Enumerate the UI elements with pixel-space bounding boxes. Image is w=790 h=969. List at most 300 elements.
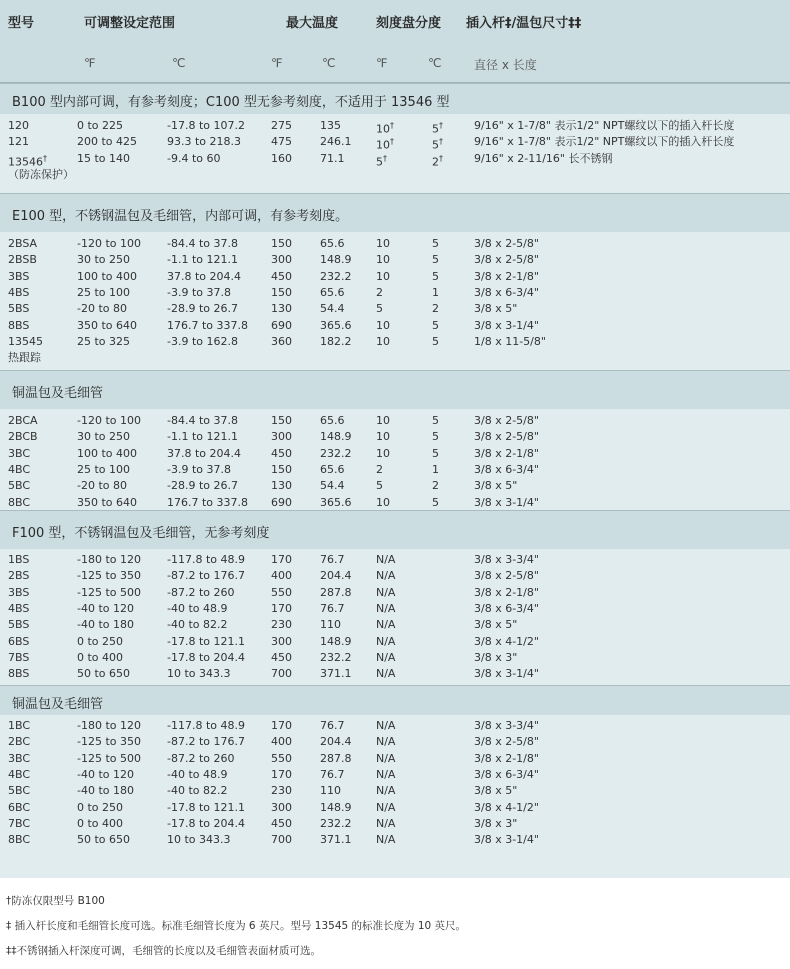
cell-range-c: -40 to 82.2 (167, 618, 228, 632)
cell-range-c: -3.9 to 37.8 (167, 462, 231, 476)
cell-dial-f: N/A (376, 751, 396, 765)
cell-range-c: -28.9 to 26.7 (167, 479, 238, 493)
cell-size: 3/8 x 6-3/4" (474, 601, 539, 615)
cell-size: 3/8 x 2-1/8" (474, 585, 539, 599)
cell-max-f: 360 (271, 334, 292, 348)
cell-range-f: -40 to 180 (77, 784, 134, 798)
cell-max-c: 365.6 (320, 318, 352, 332)
table-row (0, 285, 790, 301)
table-row (0, 478, 790, 494)
cell-max-f: 160 (271, 151, 292, 165)
cell-max-c: 54.4 (320, 302, 345, 316)
cell-range-c: -40 to 48.9 (167, 601, 228, 615)
header-max-c: ℃ (322, 56, 336, 70)
cell-range-c: 176.7 to 337.8 (167, 495, 249, 509)
table-row (0, 350, 790, 366)
cell-range-f: 0 to 400 (77, 650, 124, 664)
cell-max-c: 54.4 (320, 479, 345, 493)
cell-size: 9/16" x 1-7/8" 表示1/2" NPT螺纹以下的插入杆长度 (474, 119, 735, 132)
cell-max-f: 690 (271, 495, 292, 509)
cell-model: 2BSB (8, 253, 37, 267)
cell-range-f: 100 to 400 (77, 269, 138, 283)
cell-max-f: 230 (271, 618, 292, 632)
section-body (0, 409, 790, 511)
cell-max-c: 246.1 (320, 135, 352, 149)
cell-max-f: 550 (271, 751, 292, 765)
cell-dial-f: N/A (376, 667, 396, 681)
cell-range-c: -84.4 to 37.8 (167, 414, 238, 427)
cell-model: 8BS (8, 318, 30, 332)
cell-max-c: 182.2 (320, 334, 352, 348)
table-row (0, 429, 790, 445)
table-row (0, 734, 790, 750)
cell-range-f: -125 to 350 (77, 735, 141, 749)
cell-size: 3/8 x 5" (474, 302, 518, 316)
cell-max-f: 130 (271, 302, 292, 316)
cell-size: 3/8 x 3-3/4" (474, 553, 539, 566)
cell-size: 3/8 x 6-3/4" (474, 767, 539, 781)
cell-dial-f: N/A (376, 719, 396, 732)
cell-size: 3/8 x 2-5/8" (474, 237, 539, 250)
cell-max-c: 204.4 (320, 735, 352, 749)
cell-max-f: 400 (271, 569, 292, 583)
table-row (0, 167, 790, 183)
table-row (0, 334, 790, 350)
cell-size: 3/8 x 3" (474, 816, 518, 830)
cell-range-f: 100 to 400 (77, 446, 138, 460)
cell-range-f: -120 to 100 (77, 414, 141, 427)
cell-model: 4BC (8, 767, 31, 781)
cell-size: 9/16" x 1-7/8" 表示1/2" NPT螺纹以下的插入杆长度 (474, 135, 735, 149)
cell-max-c: 65.6 (320, 237, 345, 250)
cell-size: 1/8 x 11-5/8" (474, 334, 546, 348)
cell-range-c: -1.1 to 121.1 (167, 430, 238, 444)
table-row (0, 816, 790, 832)
cell-range-f: -20 to 80 (77, 479, 127, 493)
cell-max-c: 76.7 (320, 767, 345, 781)
section-body (0, 715, 790, 878)
cell-max-f: 150 (271, 462, 292, 476)
cell-range-c: -87.2 to 176.7 (167, 569, 245, 583)
table-row (0, 462, 790, 478)
section-body (0, 232, 790, 371)
cell-size: 3/8 x 2-1/8" (474, 751, 539, 765)
cell-size: 3/8 x 4-1/2" (474, 634, 539, 648)
cell-model: 5BS (8, 302, 30, 316)
cell-range-f: -180 to 120 (77, 719, 141, 732)
table-row (0, 118, 790, 134)
table-row (0, 617, 790, 633)
cell-range-c: -9.4 to 60 (167, 151, 221, 165)
table-row (0, 585, 790, 601)
cell-max-c: 135 (320, 119, 341, 132)
section-title: 铜温包及毛细管 (12, 386, 104, 401)
cell-range-c: 37.8 to 204.4 (167, 269, 242, 283)
header-max-temp: 最大温度 (286, 16, 339, 31)
cell-dial-f: 5 (376, 479, 383, 493)
cell-range-f: 30 to 250 (77, 430, 131, 444)
cell-dial-c: 5 (432, 237, 439, 250)
cell-range-c: -17.8 to 121.1 (167, 634, 245, 648)
cell-size: 3/8 x 6-3/4" (474, 285, 539, 299)
cell-dial-c: 5† (432, 137, 443, 152)
header-diameter-length: 直径 x 长度 (474, 58, 537, 72)
section-body (0, 549, 790, 686)
cell-dial-f: N/A (376, 816, 396, 830)
cell-model: 1BS (8, 553, 30, 566)
cell-range-c: -17.8 to 204.4 (167, 816, 245, 830)
cell-max-c: 287.8 (320, 751, 352, 765)
cell-model: 热跟踪 (8, 351, 41, 365)
cell-range-c: -117.8 to 48.9 (167, 719, 245, 732)
header-dial-f: ℉ (376, 56, 388, 70)
cell-model: 3BC (8, 751, 31, 765)
cell-model: 8BC (8, 495, 31, 509)
cell-range-f: 25 to 100 (77, 462, 131, 476)
cell-max-c: 148.9 (320, 430, 352, 444)
cell-range-c: -3.9 to 37.8 (167, 285, 231, 299)
cell-max-c: 232.2 (320, 650, 352, 664)
cell-range-f: -40 to 120 (77, 767, 134, 781)
cell-range-c: -84.4 to 37.8 (167, 237, 238, 250)
table-row (0, 552, 790, 568)
cell-size: 3/8 x 3-3/4" (474, 719, 539, 732)
cell-model: 4BS (8, 601, 30, 615)
cell-range-f: -180 to 120 (77, 553, 141, 566)
cell-dial-f: 5 (376, 302, 383, 316)
cell-max-f: 550 (271, 585, 292, 599)
cell-max-c: 148.9 (320, 634, 352, 648)
cell-dial-f: N/A (376, 800, 396, 814)
cell-max-c: 232.2 (320, 446, 352, 460)
cell-dial-f: 10† (376, 121, 394, 136)
cell-max-c: 365.6 (320, 495, 352, 509)
section-body (0, 114, 790, 194)
cell-size: 3/8 x 2-1/8" (474, 269, 539, 283)
cell-range-f: -125 to 500 (77, 585, 141, 599)
cell-max-f: 170 (271, 767, 292, 781)
cell-dial-f: 10 (376, 334, 390, 348)
cell-range-f: -40 to 180 (77, 618, 134, 632)
cell-max-f: 450 (271, 269, 292, 283)
cell-dial-c: 5 (432, 495, 439, 509)
table-row (0, 767, 790, 783)
cell-range-c: -40 to 82.2 (167, 784, 228, 798)
cell-range-c: -87.2 to 260 (167, 751, 235, 765)
cell-max-c: 232.2 (320, 816, 352, 830)
cell-max-c: 371.1 (320, 667, 352, 681)
cell-range-f: -125 to 500 (77, 751, 141, 765)
cell-range-c: -117.8 to 48.9 (167, 553, 245, 566)
table-row (0, 269, 790, 285)
cell-range-c: -3.9 to 162.8 (167, 334, 238, 348)
cell-range-f: 200 to 425 (77, 135, 138, 149)
cell-size: 3/8 x 2-5/8" (474, 735, 539, 749)
cell-range-c: -28.9 to 26.7 (167, 302, 238, 316)
cell-max-f: 400 (271, 735, 292, 749)
cell-dial-f: 10 (376, 495, 390, 509)
cell-range-c: 37.8 to 204.4 (167, 446, 242, 460)
cell-max-f: 275 (271, 119, 292, 132)
section-title-bar (0, 83, 790, 115)
cell-range-f: 0 to 250 (77, 800, 124, 814)
cell-dial-c: 5 (432, 334, 439, 348)
cell-size: 3/8 x 3" (474, 650, 518, 664)
cell-max-c: 371.1 (320, 833, 352, 847)
cell-range-f: 50 to 650 (77, 833, 131, 847)
cell-range-f: 50 to 650 (77, 667, 131, 681)
cell-range-c: -17.8 to 107.2 (167, 119, 245, 132)
cell-max-c: 232.2 (320, 269, 352, 283)
section-title: E100 型，不锈钢温包及毛细管，内部可调，有参考刻度。 (12, 209, 349, 224)
table-row (0, 650, 790, 666)
cell-model: 13546† (8, 153, 47, 169)
table-row (0, 495, 790, 511)
cell-model: 2BC (8, 735, 31, 749)
cell-range-f: 30 to 250 (77, 253, 131, 267)
cell-size: 3/8 x 2-5/8" (474, 253, 539, 267)
cell-max-c: 110 (320, 784, 341, 798)
cell-range-c: 176.7 to 337.8 (167, 318, 249, 332)
cell-dial-f: 10 (376, 446, 390, 460)
cell-size: 3/8 x 5" (474, 784, 518, 798)
cell-dial-c: 1 (432, 462, 439, 476)
cell-range-f: 0 to 400 (77, 816, 124, 830)
cell-max-c: 76.7 (320, 719, 345, 732)
cell-dial-f: 10 (376, 318, 390, 332)
cell-model: 5BC (8, 479, 31, 493)
cell-dial-c: 1 (432, 285, 439, 299)
cell-range-f: 25 to 100 (77, 285, 131, 299)
cell-range-c: -40 to 48.9 (167, 767, 228, 781)
cell-dial-f: 10 (376, 253, 390, 267)
cell-dial-f: 10 (376, 237, 390, 250)
cell-range-f: -20 to 80 (77, 302, 127, 316)
cell-model: 2BCA (8, 414, 38, 427)
cell-range-f: -120 to 100 (77, 237, 141, 250)
cell-dial-c: 2 (432, 302, 439, 316)
cell-range-c: -17.8 to 121.1 (167, 800, 245, 814)
table-row (0, 832, 790, 848)
cell-range-c: -1.1 to 121.1 (167, 253, 238, 267)
cell-max-c: 287.8 (320, 585, 352, 599)
cell-dial-f: 10 (376, 269, 390, 283)
cell-dial-f: 10 (376, 414, 390, 427)
cell-size: 3/8 x 3-1/4" (474, 318, 539, 332)
cell-dial-f: N/A (376, 735, 396, 749)
cell-max-c: 148.9 (320, 253, 352, 267)
cell-dial-c: 5 (432, 446, 439, 460)
table-row (0, 568, 790, 584)
section-title: 铜温包及毛细管 (12, 697, 104, 712)
cell-max-f: 450 (271, 816, 292, 830)
table-row (0, 301, 790, 317)
header-adjust-c: ℃ (172, 56, 186, 70)
cell-dial-f: N/A (376, 650, 396, 664)
cell-range-f: -40 to 120 (77, 601, 134, 615)
table-row (0, 783, 790, 799)
cell-model: 4BS (8, 285, 30, 299)
cell-max-f: 700 (271, 667, 292, 681)
cell-size: 3/8 x 4-1/2" (474, 800, 539, 814)
cell-dial-c: 5 (432, 430, 439, 444)
cell-max-f: 170 (271, 719, 292, 732)
cell-dial-f: 5† (376, 153, 387, 169)
cell-size: 3/8 x 5" (474, 479, 518, 493)
section-title-bar (0, 193, 790, 233)
cell-size: 3/8 x 2-5/8" (474, 569, 539, 583)
cell-model: 3BS (8, 269, 30, 283)
cell-max-c: 204.4 (320, 569, 352, 583)
cell-range-f: 350 to 640 (77, 495, 138, 509)
header-adjust-f: ℉ (84, 56, 96, 70)
cell-dial-c: 5 (432, 269, 439, 283)
cell-model: （防冻保护） (8, 167, 74, 181)
cell-max-f: 700 (271, 833, 292, 847)
cell-dial-f: N/A (376, 767, 396, 781)
table-row (0, 800, 790, 816)
table-row (0, 751, 790, 767)
cell-max-f: 130 (271, 479, 292, 493)
section-title: B100 型内部可调，有参考刻度；C100 型无参考刻度，不适用于 13546 型 (12, 95, 450, 110)
cell-model: 2BCB (8, 430, 38, 444)
section-title-bar (0, 370, 790, 410)
cell-range-c: -87.2 to 176.7 (167, 735, 245, 749)
cell-model: 120 (8, 119, 29, 132)
cell-range-c: 10 to 343.3 (167, 833, 231, 847)
cell-dial-f: 10 (376, 430, 390, 444)
cell-max-f: 300 (271, 430, 292, 444)
cell-dial-c: 2† (432, 153, 443, 169)
cell-max-c: 76.7 (320, 601, 345, 615)
cell-model: 7BS (8, 650, 30, 664)
header-model: 型号 (8, 16, 35, 31)
cell-max-f: 450 (271, 650, 292, 664)
cell-max-f: 150 (271, 237, 292, 250)
table-row (0, 666, 790, 682)
cell-size: 3/8 x 2-5/8" (474, 430, 539, 444)
cell-max-f: 300 (271, 253, 292, 267)
cell-dial-c: 5† (432, 121, 443, 136)
cell-max-f: 170 (271, 601, 292, 615)
table-row (0, 151, 790, 167)
cell-max-c: 65.6 (320, 414, 345, 427)
cell-model: 3BC (8, 446, 31, 460)
footnote: ‡ 插入杆长度和毛细管长度可选。标准毛细管长度为 6 英尺。型号 13545 的标准长度为 10 英尺。 (6, 920, 467, 932)
cell-max-c: 71.1 (320, 151, 345, 165)
cell-max-c: 65.6 (320, 285, 345, 299)
table-header (0, 0, 790, 83)
table-row (0, 134, 790, 150)
cell-range-f: 350 to 640 (77, 318, 138, 332)
table-row (0, 413, 790, 429)
cell-dial-f: 2 (376, 285, 383, 299)
cell-max-c: 110 (320, 618, 341, 632)
cell-model: 4BC (8, 462, 31, 476)
cell-model: 121 (8, 135, 29, 149)
cell-max-f: 230 (271, 784, 292, 798)
cell-dial-f: 10† (376, 137, 394, 152)
cell-dial-f: N/A (376, 553, 396, 566)
table-row (0, 601, 790, 617)
footnote: ‡‡不锈钢插入杆深度可调，毛细管的长度以及毛细管表面材质可选。 (6, 945, 321, 957)
cell-dial-f: N/A (376, 569, 396, 583)
table-row (0, 318, 790, 334)
cell-range-c: 93.3 to 218.3 (167, 135, 242, 149)
section-title: F100 型，不锈钢温包及毛细管，无参考刻度 (12, 526, 270, 541)
cell-model: 2BS (8, 569, 30, 583)
cell-max-c: 65.6 (320, 462, 345, 476)
cell-range-c: -87.2 to 260 (167, 585, 235, 599)
header-adjust-range: 可调整设定范围 (84, 16, 176, 31)
cell-model: 2BSA (8, 237, 38, 250)
header-stem-size: 插入杆‡/温包尺寸‡‡ (466, 16, 582, 31)
table-row (0, 718, 790, 734)
section-title-bar (0, 510, 790, 550)
cell-size: 3/8 x 2-5/8" (474, 414, 539, 427)
cell-max-f: 475 (271, 135, 292, 149)
table-row (0, 252, 790, 268)
cell-size: 3/8 x 3-1/4" (474, 495, 539, 509)
cell-size: 3/8 x 5" (474, 618, 518, 632)
cell-model: 13545 (8, 334, 43, 348)
cell-dial-f: N/A (376, 585, 396, 599)
cell-max-f: 150 (271, 414, 292, 427)
cell-dial-c: 5 (432, 318, 439, 332)
section-title-bar (0, 685, 790, 716)
cell-max-f: 150 (271, 285, 292, 299)
footnote: †防冻仅限型号 B100 (6, 895, 105, 907)
cell-max-f: 690 (271, 318, 292, 332)
cell-model: 1BC (8, 719, 31, 732)
cell-dial-c: 5 (432, 253, 439, 267)
table-row (0, 446, 790, 462)
cell-range-c: -17.8 to 204.4 (167, 650, 245, 664)
cell-size: 3/8 x 3-1/4" (474, 667, 539, 681)
header-dial-division: 刻度盘分度 (376, 16, 442, 31)
cell-model: 8BS (8, 667, 30, 681)
cell-range-c: 10 to 343.3 (167, 667, 231, 681)
cell-dial-f: N/A (376, 634, 396, 648)
cell-model: 3BS (8, 585, 30, 599)
cell-max-c: 76.7 (320, 553, 345, 566)
cell-dial-f: N/A (376, 784, 396, 798)
cell-range-f: 25 to 325 (77, 334, 131, 348)
cell-model: 6BS (8, 634, 30, 648)
cell-dial-f: N/A (376, 618, 396, 632)
table-row (0, 236, 790, 252)
header-dial-c: ℃ (428, 56, 442, 70)
cell-model: 5BS (8, 618, 30, 632)
cell-range-f: 15 to 140 (77, 151, 131, 165)
cell-dial-c: 2 (432, 479, 439, 493)
cell-model: 8BC (8, 833, 31, 847)
cell-dial-f: 2 (376, 462, 383, 476)
cell-dial-c: 5 (432, 414, 439, 427)
cell-max-f: 300 (271, 800, 292, 814)
cell-max-f: 170 (271, 553, 292, 566)
cell-range-f: 0 to 250 (77, 634, 124, 648)
cell-range-f: 0 to 225 (77, 119, 124, 132)
cell-model: 6BC (8, 800, 31, 814)
cell-size: 3/8 x 2-1/8" (474, 446, 539, 460)
table-row (0, 634, 790, 650)
cell-size: 9/16" x 2-11/16" 长不锈钢 (474, 151, 613, 165)
cell-max-c: 148.9 (320, 800, 352, 814)
cell-max-f: 450 (271, 446, 292, 460)
cell-size: 3/8 x 6-3/4" (474, 462, 539, 476)
cell-dial-f: N/A (376, 601, 396, 615)
